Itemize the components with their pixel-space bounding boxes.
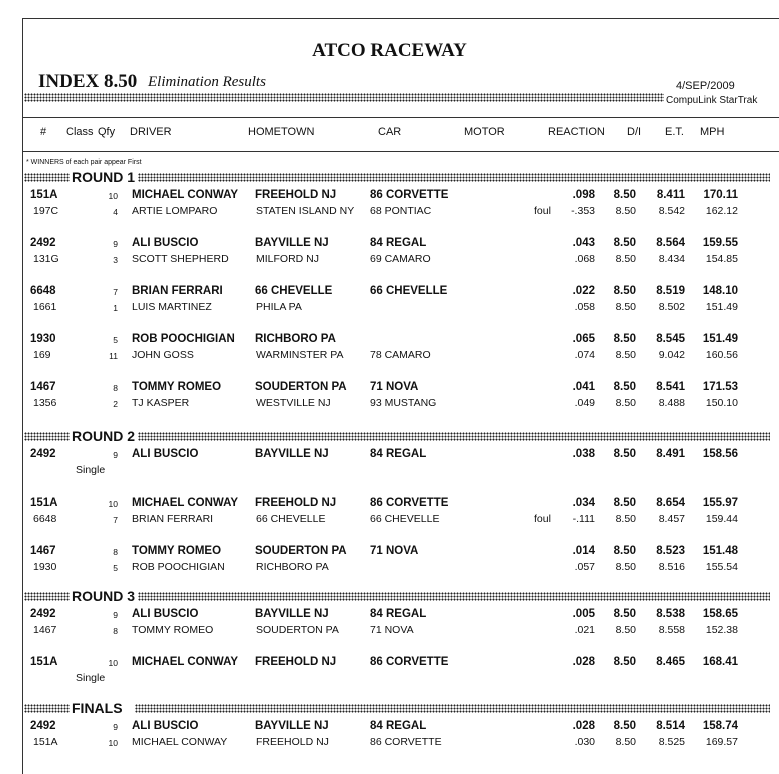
car-number: 2492 [30, 608, 56, 620]
speed-mph: 160.56 [705, 349, 738, 361]
hometown: RICHBORO PA [256, 561, 329, 573]
speed-mph: 158.65 [702, 608, 738, 620]
dial-in: 8.50 [613, 285, 636, 297]
elapsed-time: 8.457 [658, 513, 685, 525]
dot-rule [24, 93, 664, 102]
hometown: STATEN ISLAND NY [256, 205, 355, 217]
hometown: BAYVILLE NJ [255, 237, 329, 249]
qualify-position: 9 [113, 450, 118, 460]
qualify-position: 3 [113, 255, 118, 265]
dial-in: 8.50 [615, 561, 636, 573]
qualify-position: 5 [113, 563, 118, 573]
hometown: 66 CHEVELLE [255, 285, 333, 297]
car-model: 71 NOVA [370, 624, 414, 636]
reaction-time: .074 [574, 349, 595, 361]
round-divider [138, 432, 770, 441]
hometown: FREEHOLD NJ [256, 736, 329, 748]
speed-mph: 158.56 [702, 448, 738, 460]
car-model: 84 REGAL [370, 448, 427, 460]
car-number: 151A [33, 736, 58, 748]
qualify-position: 1 [113, 303, 118, 313]
dial-in: 8.50 [615, 513, 636, 525]
car-number: 2492 [30, 720, 56, 732]
driver-name: TOMMY ROMEO [132, 624, 214, 636]
col-qfy-header: Qfy [98, 126, 116, 138]
elapsed-time: 8.411 [656, 189, 685, 201]
hometown: FREEHOLD NJ [255, 497, 337, 509]
winners-note: * WINNERS of each pair appear First [26, 159, 142, 166]
qualify-position: 10 [108, 499, 118, 509]
elapsed-time: 8.558 [658, 624, 685, 636]
car-number: 151A [30, 189, 58, 201]
car-model: 84 REGAL [370, 237, 427, 249]
round-divider [138, 592, 770, 601]
elapsed-time: 8.541 [656, 381, 685, 393]
car-number: 1930 [30, 333, 56, 345]
speed-mph: 159.44 [705, 513, 738, 525]
dial-in: 8.50 [615, 624, 636, 636]
elapsed-time: 8.542 [658, 205, 685, 217]
driver-name: SCOTT SHEPHERD [132, 253, 229, 265]
single-run-label: Single [76, 464, 106, 476]
driver-name: ALI BUSCIO [132, 237, 199, 249]
car-number: 2492 [30, 448, 56, 460]
car-model: 86 CORVETTE [370, 189, 449, 201]
qualify-position: 10 [108, 658, 118, 668]
driver-name: ROB POOCHIGIAN [132, 561, 225, 573]
driver-name: ARTIE LOMPARO [132, 205, 218, 217]
reaction-time: -.353 [571, 205, 595, 217]
speed-mph: 162.12 [705, 205, 738, 217]
car-model: 68 PONTIAC [370, 205, 432, 217]
car-model: 84 REGAL [370, 720, 427, 732]
speed-mph: 168.41 [702, 656, 738, 668]
driver-name: ALI BUSCIO [132, 448, 199, 460]
dial-in: 8.50 [613, 237, 636, 249]
track-title: ATCO RACEWAY [312, 40, 467, 61]
car-number: 197C [33, 205, 59, 217]
reaction-time: .038 [572, 448, 595, 460]
elapsed-time: 8.519 [656, 285, 685, 297]
speed-mph: 151.49 [705, 301, 738, 313]
round-divider [24, 592, 70, 601]
car-number: 151A [30, 656, 58, 668]
report-date: 4/SEP/2009 [676, 80, 735, 92]
driver-name: ALI BUSCIO [132, 608, 199, 620]
speed-mph: 170.11 [703, 189, 738, 201]
header-rule-bottom [23, 151, 779, 152]
reaction-time: .034 [572, 497, 595, 509]
round-divider [24, 704, 70, 713]
speed-mph: 151.49 [702, 333, 738, 345]
elapsed-time: 8.654 [656, 497, 685, 509]
car-model: 86 CORVETTE [370, 736, 442, 748]
driver-name: BRIAN FERRARI [132, 285, 223, 297]
dial-in: 8.50 [615, 253, 636, 265]
reaction-time: .068 [574, 253, 595, 265]
dial-in: 8.50 [613, 333, 636, 345]
speed-mph: 169.57 [705, 736, 738, 748]
round-divider [24, 173, 70, 182]
car-number: 151A [30, 497, 58, 509]
qualify-position: 8 [113, 626, 118, 636]
col-di-header: D/I [627, 126, 642, 138]
reaction-time: .014 [572, 545, 595, 557]
round-label: ROUND 3 [72, 588, 136, 604]
driver-name: BRIAN FERRARI [132, 513, 214, 525]
report-subtitle: Elimination Results [148, 74, 266, 90]
dial-in: 8.50 [613, 545, 636, 557]
dial-in: 8.50 [613, 656, 636, 668]
reaction-time: .057 [574, 561, 595, 573]
col-reaction-header: REACTION [548, 126, 605, 138]
speed-mph: 151.48 [702, 545, 738, 557]
dial-in: 8.50 [613, 608, 636, 620]
car-model: 71 NOVA [370, 545, 419, 557]
single-run-label: Single [76, 672, 106, 684]
driver-name: ROB POOCHIGIAN [132, 333, 235, 345]
elapsed-time: 8.434 [658, 253, 685, 265]
dial-in: 8.50 [613, 720, 636, 732]
car-number: 1467 [33, 624, 57, 636]
driver-name: JOHN GOSS [132, 349, 194, 361]
reaction-time: .098 [572, 189, 595, 201]
elapsed-time: 8.488 [658, 397, 685, 409]
round-divider [24, 432, 70, 441]
reaction-time: .022 [572, 285, 595, 297]
software-label: CompuLink StarTrak [666, 95, 758, 106]
reaction-time: .041 [572, 381, 595, 393]
dial-in: 8.50 [615, 736, 636, 748]
car-model: 84 REGAL [370, 608, 427, 620]
car-model: 66 CHEVELLE [370, 285, 448, 297]
round-divider [135, 704, 770, 713]
car-number: 6648 [33, 513, 57, 525]
reaction-time: .028 [572, 720, 595, 732]
round-label: FINALS [72, 700, 123, 716]
reaction-time: .021 [574, 624, 595, 636]
reaction-time: .058 [574, 301, 595, 313]
index-heading: INDEX 8.50 [38, 71, 138, 92]
dial-in: 8.50 [613, 497, 636, 509]
dial-in: 8.50 [615, 205, 636, 217]
driver-name: TOMMY ROMEO [132, 545, 222, 557]
hometown: SOUDERTON PA [255, 545, 347, 557]
col-hometown-header: HOMETOWN [248, 126, 315, 138]
hometown: BAYVILLE NJ [255, 608, 329, 620]
reaction-time: -.111 [572, 513, 595, 525]
qualify-position: 10 [108, 738, 118, 748]
hometown: FREEHOLD NJ [255, 189, 337, 201]
hometown: BAYVILLE NJ [255, 448, 329, 460]
col-car-header: CAR [378, 126, 402, 138]
car-number: 1467 [30, 381, 56, 393]
col-class-header: Class [66, 126, 94, 138]
qualify-position: 11 [109, 351, 118, 361]
car-number: 2492 [30, 237, 56, 249]
hometown: WARMINSTER PA [256, 349, 344, 361]
driver-name: MICHAEL CONWAY [132, 656, 239, 668]
car-model: 69 CAMARO [370, 253, 431, 265]
qualify-position: 4 [113, 207, 118, 217]
hometown: SOUDERTON PA [255, 381, 347, 393]
hometown: BAYVILLE NJ [255, 720, 329, 732]
elapsed-time: 8.545 [656, 333, 685, 345]
header-rule-top [23, 117, 779, 118]
foul-flag: foul [534, 513, 551, 525]
car-model: 86 CORVETTE [370, 497, 449, 509]
reaction-time: .049 [574, 397, 595, 409]
col-mph-header: MPH [700, 126, 725, 138]
hometown: PHILA PA [256, 301, 302, 313]
elapsed-time: 8.465 [656, 656, 685, 668]
qualify-position: 5 [113, 335, 118, 345]
car-model: 78 CAMARO [370, 349, 431, 361]
col-motor-header: MOTOR [464, 126, 505, 138]
elapsed-time: 8.538 [656, 608, 685, 620]
reaction-time: .030 [574, 736, 595, 748]
driver-name: MICHAEL CONWAY [132, 736, 228, 748]
reaction-time: .005 [572, 608, 595, 620]
car-model: 93 MUSTANG [370, 397, 437, 409]
dial-in: 8.50 [613, 189, 636, 201]
col-et-header: E.T. [665, 126, 684, 138]
car-model: 71 NOVA [370, 381, 419, 393]
qualify-position: 8 [113, 547, 118, 557]
elapsed-time: 8.525 [658, 736, 685, 748]
speed-mph: 150.10 [705, 397, 738, 409]
car-number: 6648 [30, 285, 56, 297]
qualify-position: 2 [113, 399, 118, 409]
col-driver-header: DRIVER [130, 126, 172, 138]
car-number: 169 [33, 349, 51, 361]
driver-name: ALI BUSCIO [132, 720, 199, 732]
elapsed-time: 8.491 [656, 448, 685, 460]
col-num-header: # [40, 126, 47, 138]
elapsed-time: 8.523 [656, 545, 685, 557]
car-number: 1467 [30, 545, 56, 557]
foul-flag: foul [534, 205, 551, 217]
round-label: ROUND 2 [72, 428, 136, 444]
speed-mph: 171.53 [702, 381, 738, 393]
reaction-time: .043 [572, 237, 595, 249]
qualify-position: 7 [113, 287, 118, 297]
round-divider [138, 173, 770, 182]
elapsed-time: 8.564 [656, 237, 685, 249]
reaction-time: .028 [572, 656, 595, 668]
speed-mph: 152.38 [705, 624, 738, 636]
reaction-time: .065 [572, 333, 595, 345]
car-model: 86 CORVETTE [370, 656, 449, 668]
speed-mph: 155.97 [702, 497, 738, 509]
car-number: 1930 [33, 561, 57, 573]
dial-in: 8.50 [613, 448, 636, 460]
dial-in: 8.50 [615, 349, 636, 361]
hometown: RICHBORO PA [255, 333, 336, 345]
dial-in: 8.50 [613, 381, 636, 393]
hometown: 66 CHEVELLE [256, 513, 326, 525]
dial-in: 8.50 [615, 301, 636, 313]
elapsed-time: 8.516 [658, 561, 685, 573]
driver-name: LUIS MARTINEZ [132, 301, 212, 313]
car-number: 131G [33, 253, 59, 265]
elapsed-time: 9.042 [658, 349, 685, 361]
round-label: ROUND 1 [72, 169, 136, 185]
speed-mph: 159.55 [702, 237, 738, 249]
driver-name: TJ KASPER [132, 397, 190, 409]
speed-mph: 154.85 [705, 253, 738, 265]
qualify-position: 9 [113, 722, 118, 732]
hometown: FREEHOLD NJ [255, 656, 337, 668]
elapsed-time: 8.514 [656, 720, 685, 732]
hometown: SOUDERTON PA [256, 624, 339, 636]
car-number: 1661 [33, 301, 57, 313]
qualify-position: 9 [113, 239, 118, 249]
qualify-position: 10 [108, 191, 118, 201]
dial-in: 8.50 [615, 397, 636, 409]
qualify-position: 7 [113, 515, 118, 525]
qualify-position: 8 [113, 383, 118, 393]
elapsed-time: 8.502 [658, 301, 685, 313]
driver-name: MICHAEL CONWAY [132, 497, 239, 509]
speed-mph: 155.54 [705, 561, 738, 573]
car-model: 66 CHEVELLE [370, 513, 440, 525]
qualify-position: 9 [113, 610, 118, 620]
speed-mph: 148.10 [702, 285, 738, 297]
speed-mph: 158.74 [702, 720, 738, 732]
driver-name: TOMMY ROMEO [132, 381, 222, 393]
hometown: WESTVILLE NJ [256, 397, 331, 409]
hometown: MILFORD NJ [256, 253, 319, 265]
driver-name: MICHAEL CONWAY [132, 189, 239, 201]
car-number: 1356 [33, 397, 57, 409]
